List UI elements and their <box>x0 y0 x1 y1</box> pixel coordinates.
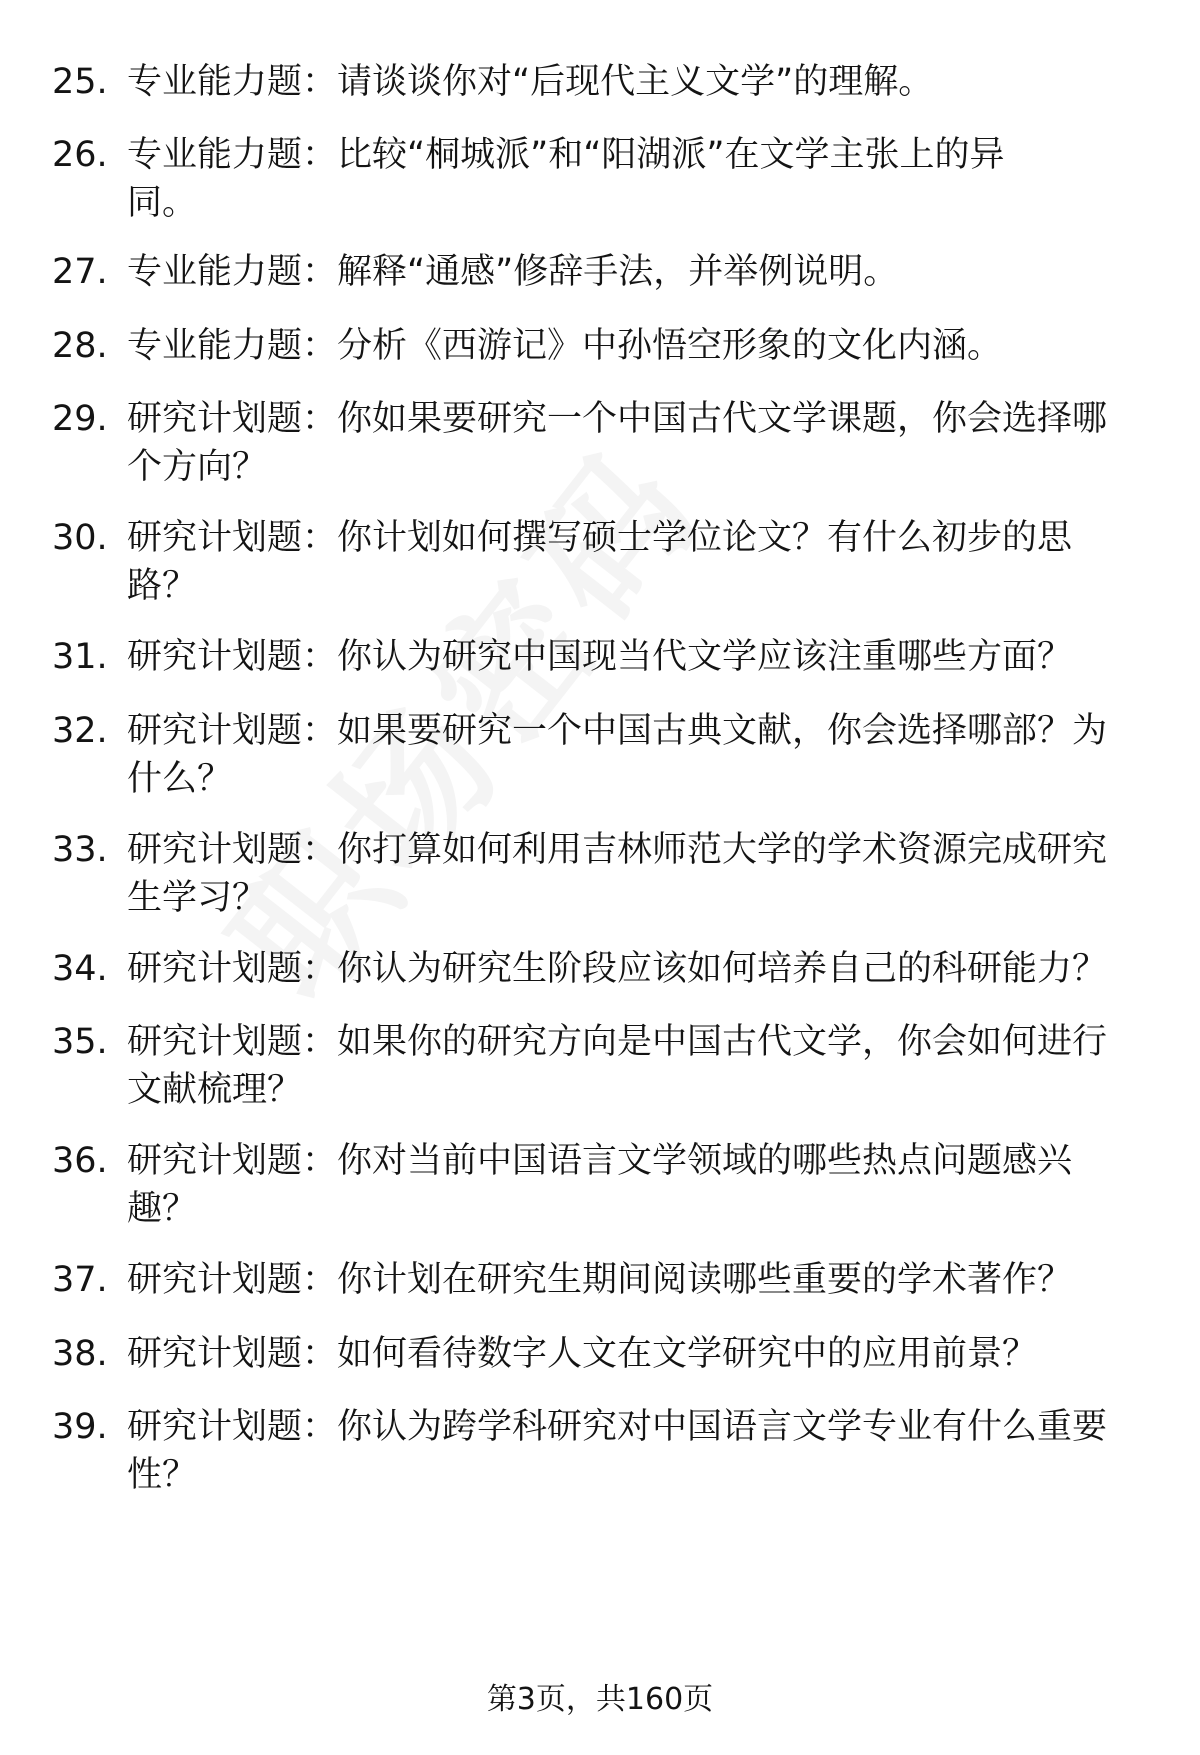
question-text <box>127 945 1147 993</box>
question-category: 研究计划题： <box>127 1141 338 1181</box>
question-line: 你如果要研究一个中国古代文学课题，你会选择哪 <box>337 399 1108 439</box>
question-category: 研究计划题： <box>127 949 338 989</box>
question-number: 39. <box>52 1407 108 1447</box>
question-line: 你认为研究生阶段应该如何培养自己的科研能力？ <box>337 949 1108 989</box>
question-line: 文献梳理？ <box>127 1070 303 1110</box>
question-category: 专业能力题： <box>127 135 338 175</box>
question-line: 如何看待数字人文在文学研究中的应用前景？ <box>337 1334 1038 1374</box>
question-text <box>127 1018 1147 1114</box>
question-line: 同。 <box>127 183 198 223</box>
question-number: 25. <box>52 62 108 102</box>
question-number: 36. <box>52 1141 108 1181</box>
question-category: 研究计划题： <box>127 1022 338 1062</box>
question-number: 38. <box>52 1334 108 1374</box>
question-line: 解释“通感”修辞手法，并举例说明。 <box>337 252 899 292</box>
question-number: 34. <box>52 949 108 989</box>
question-line: 你计划在研究生期间阅读哪些重要的学术著作？ <box>337 1260 1073 1300</box>
question-line: 你认为研究中国现当代文学应该注重哪些方面？ <box>337 637 1073 677</box>
question-text <box>127 1256 1147 1304</box>
question-line: 你对当前中国语言文学领域的哪些热点问题感兴 <box>337 1141 1073 1181</box>
question-number: 32. <box>52 711 108 751</box>
question-line: 分析《西游记》中孙悟空形象的文化内涵。 <box>337 326 1003 366</box>
question-number: 31. <box>52 637 108 677</box>
question-line: 你认为跨学科研究对中国语言文学专业有什么重要 <box>337 1407 1108 1447</box>
question-text <box>127 58 1147 106</box>
question-text <box>127 826 1147 922</box>
question-line: 你计划如何撰写硕士学位论文？有什么初步的思 <box>337 518 1073 558</box>
question-category: 研究计划题： <box>127 1260 338 1300</box>
question-category: 研究计划题： <box>127 1334 338 1374</box>
question-category: 专业能力题： <box>127 62 338 102</box>
question-text <box>127 131 1147 227</box>
question-number: 33. <box>52 830 108 870</box>
question-number: 28. <box>52 326 108 366</box>
question-line: 如果你的研究方向是中国古代文学，你会如何进行 <box>337 1022 1108 1062</box>
page-footer: 第3页，共160页 <box>486 1682 714 1717</box>
question-number: 27. <box>52 252 108 292</box>
question-line: 比较“桐城派”和“阳湖派”在文学主张上的异 <box>337 135 1005 175</box>
question-text <box>127 514 1147 610</box>
question-text <box>127 248 1147 296</box>
question-category: 研究计划题： <box>127 399 338 439</box>
question-category: 专业能力题： <box>127 252 338 292</box>
question-category: 研究计划题： <box>127 637 338 677</box>
question-number: 37. <box>52 1260 108 1300</box>
question-number: 30. <box>52 518 108 558</box>
question-category: 研究计划题： <box>127 518 338 558</box>
question-number: 29. <box>52 399 108 439</box>
question-text <box>127 633 1147 681</box>
question-category: 研究计划题： <box>127 711 338 751</box>
question-line: 性？ <box>127 1455 198 1495</box>
question-number: 35. <box>52 1022 108 1062</box>
question-category: 研究计划题： <box>127 1407 338 1447</box>
question-text <box>127 1137 1147 1233</box>
question-line: 请谈谈你对“后现代主义文学”的理解。 <box>337 62 934 102</box>
question-line: 趣？ <box>127 1189 198 1229</box>
question-line: 个方向？ <box>127 447 268 487</box>
question-line: 生学习？ <box>127 878 268 918</box>
question-text <box>127 395 1147 491</box>
question-category: 研究计划题： <box>127 830 338 870</box>
question-line: 什么？ <box>127 759 233 799</box>
question-text <box>127 1403 1147 1499</box>
question-line: 如果要研究一个中国古典文献，你会选择哪部？为 <box>337 711 1108 751</box>
question-text <box>127 1330 1147 1378</box>
question-category: 专业能力题： <box>127 326 338 366</box>
question-number: 26. <box>52 135 108 175</box>
question-line: 路？ <box>127 566 198 606</box>
question-line: 你打算如何利用吉林师范大学的学术资源完成研究 <box>337 830 1108 870</box>
question-text <box>127 707 1147 803</box>
question-text <box>127 322 1147 370</box>
